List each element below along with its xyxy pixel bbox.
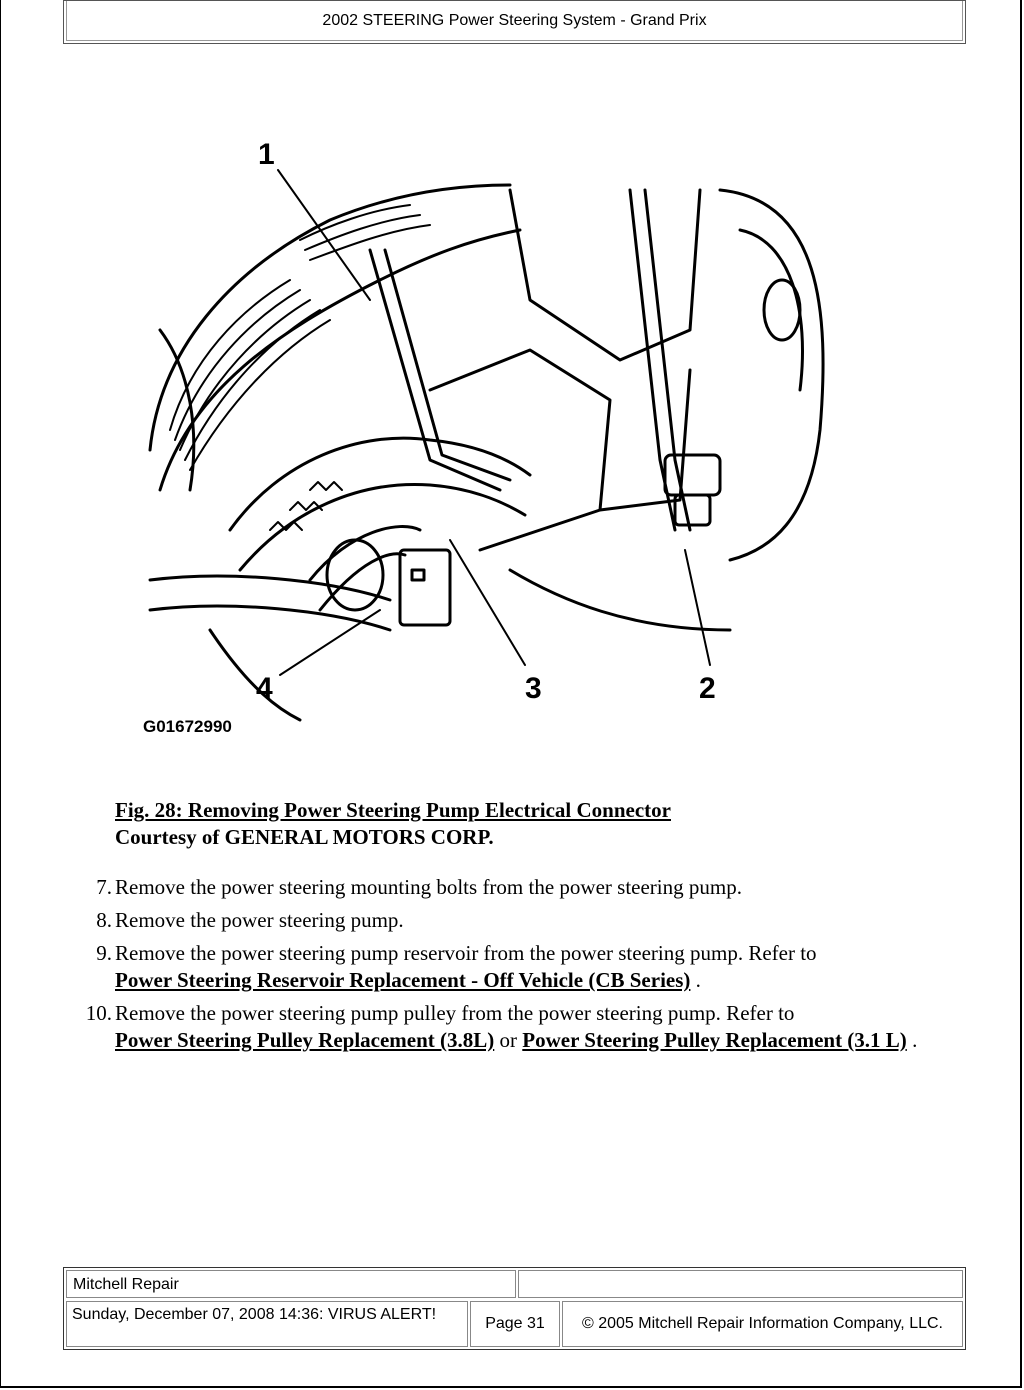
step-body (115, 940, 962, 994)
footer-copyright: © 2005 Mitchell Repair Information Company, LLC. (562, 1301, 963, 1347)
step-text-or: or (494, 1028, 523, 1052)
step-number: 9. (96, 941, 112, 965)
link-pulley-replacement-31l[interactable]: Power Steering Pulley Replacement (3.1 L) (522, 1028, 907, 1052)
page-header (63, 0, 966, 44)
step-item (62, 1000, 962, 1054)
step-item (62, 874, 962, 901)
header-title: 2002 STEERING Power Steering System - Grand Prix (66, 1, 963, 41)
procedure-steps (62, 874, 962, 1060)
callout-1: 1 (258, 138, 275, 171)
figure-caption-title[interactable]: Fig. 28: Removing Power Steering Pump Electrical Connector (115, 798, 671, 822)
step-text: Remove the power steering pump. (115, 908, 404, 932)
step-number: 10. (85, 1001, 112, 1025)
step-body (115, 1000, 962, 1054)
footer-page-number: Page 31 (470, 1301, 560, 1347)
step-text: Remove the power steering pump pulley from the power steering pump. Refer to (115, 1001, 795, 1025)
footer-brand: Mitchell Repair (66, 1270, 516, 1298)
callout-4: 4 (256, 672, 273, 705)
step-number: 7. (96, 875, 112, 899)
step-item (62, 940, 962, 994)
callout-3: 3 (525, 672, 542, 705)
figure-caption (115, 797, 671, 851)
step-text: Remove the power steering pump reservoir from the power steering pump. Refer to (115, 941, 817, 965)
figure-image-id: G01672990 (143, 717, 232, 736)
footer-blank-cell (518, 1270, 963, 1298)
step-text-end: . (906, 1028, 918, 1052)
page-footer (63, 1267, 966, 1350)
power-steering-diagram (130, 130, 830, 750)
step-number: 8. (96, 908, 112, 932)
step-text: Remove the power steering mounting bolts from the power steering pump. (115, 875, 742, 899)
footer-date: Sunday, December 07, 2008 14:36: VIRUS ALERT! (66, 1301, 468, 1347)
figure-caption-courtesy: Courtesy of GENERAL MOTORS CORP. (115, 825, 494, 849)
step-item (62, 907, 962, 934)
step-text-end: . (690, 968, 701, 992)
link-pulley-replacement-38l[interactable]: Power Steering Pulley Replacement (3.8L) (115, 1028, 495, 1052)
callout-2: 2 (699, 672, 716, 705)
link-reservoir-replacement[interactable]: Power Steering Reservoir Replacement - Off Vehicle (CB Series) (115, 968, 691, 992)
